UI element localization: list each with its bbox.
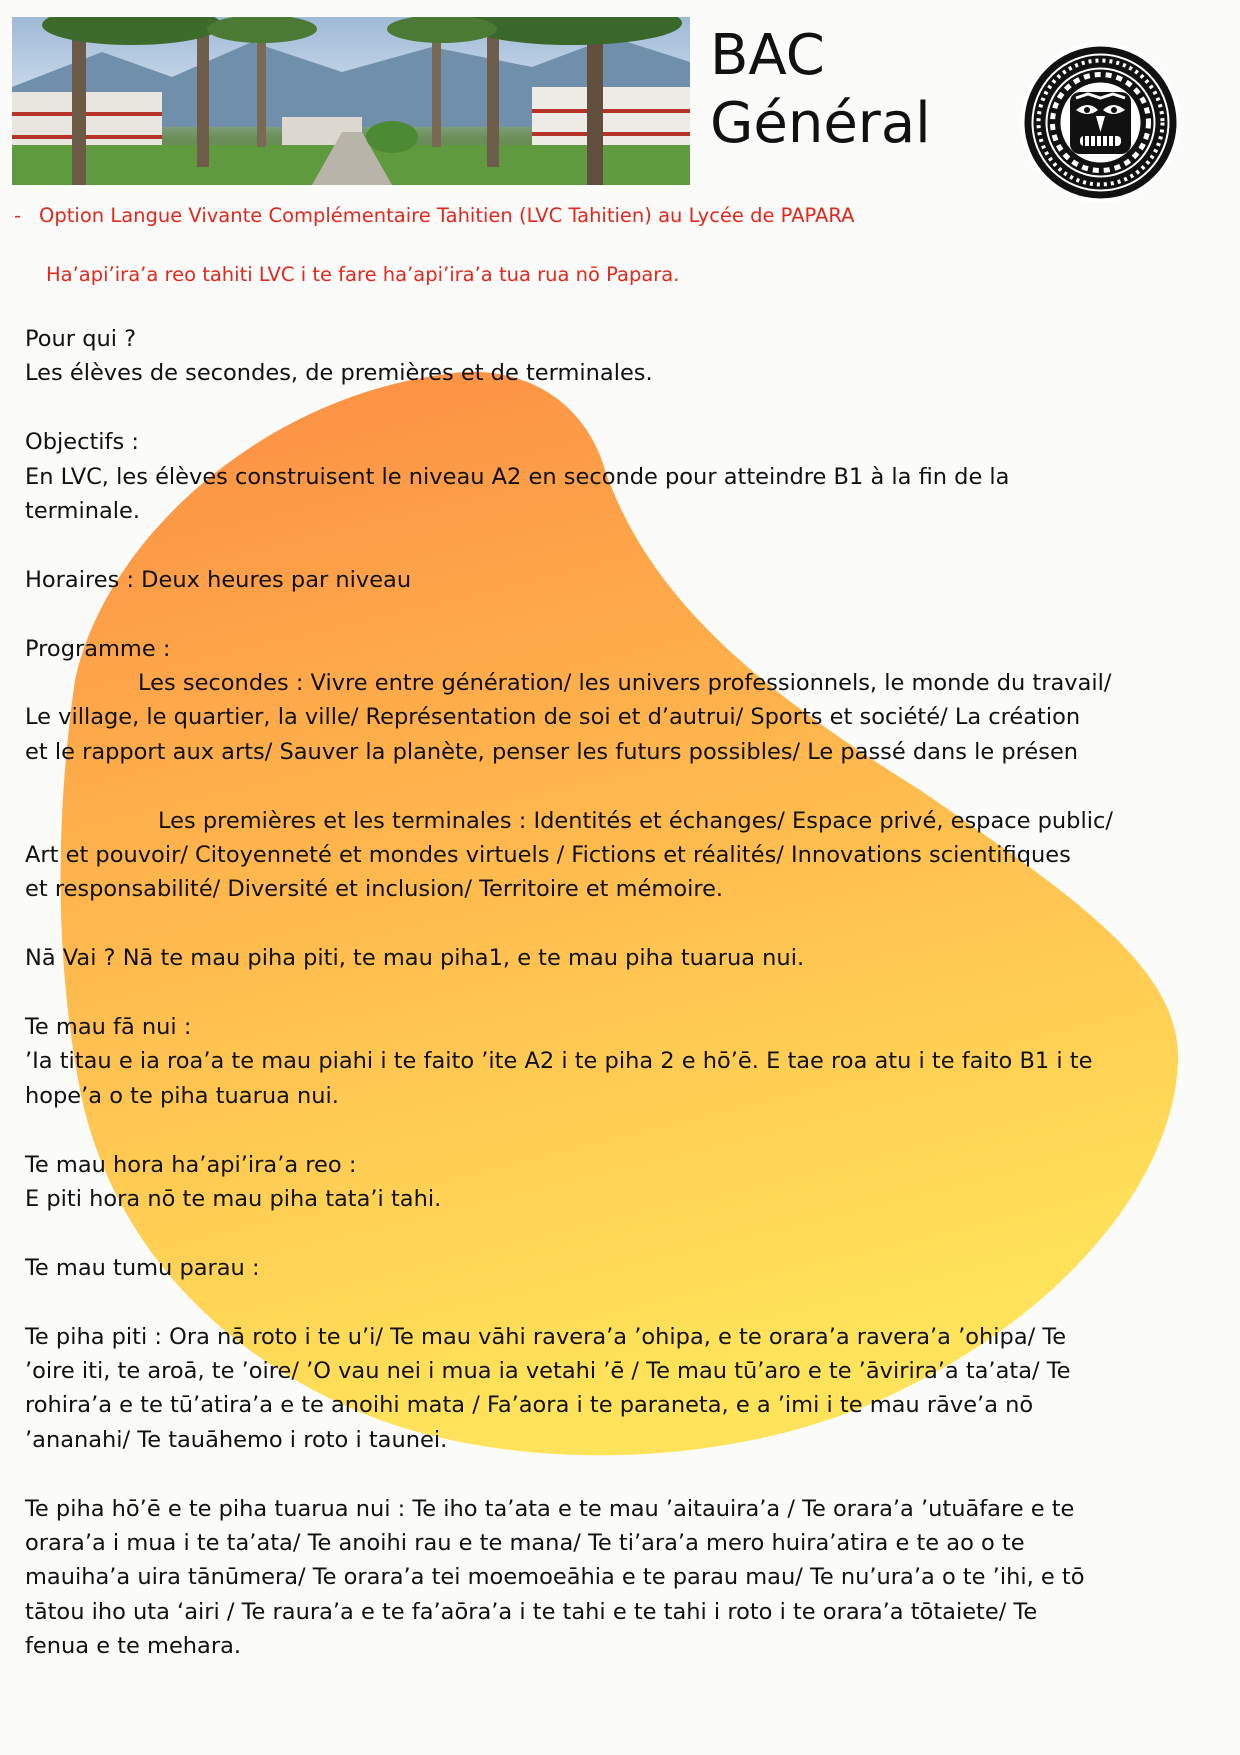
option-subtitle-tahitian: Ha’api’ira’a reo tahiti LVC i te fare ha’api’ira’a tua rua nō Papara. <box>46 263 680 286</box>
programme-label: Programme : <box>25 635 171 662</box>
fa-nui-line: hope’a o te piha tuarua nui. <box>25 1082 339 1109</box>
subtitle-text-fr: Option Langue Vivante Complémentaire Tahitien (LVC Tahitien) au Lycée de PAPARA <box>39 204 855 227</box>
hora-label: Te mau hora ha’api’ira’a reo : <box>25 1151 357 1178</box>
objectifs-line: terminale. <box>25 498 140 525</box>
pour-qui-text: Les élèves de secondes, de premières et de terminales. <box>25 360 653 387</box>
school-courtyard-photo <box>12 17 690 185</box>
secondes-line: Les secondes : Vivre entre génération/ les univers professionnels, le monde du travail/ <box>138 670 1112 697</box>
piha-hoe-line: mauiha’a uira tānūmera/ Te orara’a tei moemoeāhia e te parau mau/ Te nu’ura’a o te ’ihi, e tō <box>25 1564 1085 1591</box>
piha-hoe-line: tātou iho uta ‘airi / Te raura’a e te fa’aōra’a i te tahi e te tahi i roto i te orara’a tōtaiete/ Te <box>25 1598 1038 1625</box>
piha-piti-line: Te piha piti : Ora nā roto i te u’i/ Te mau vāhi ravera’a ’ohipa, e te orara’a ravera’a ’ohipa/ Te <box>25 1323 1067 1350</box>
tiki-sun-logo-icon <box>1018 40 1183 205</box>
secondes-line: Le village, le quartier, la ville/ Représentation de soi et d’autrui/ Sports et société/ La création <box>25 704 1081 731</box>
piha-piti-line: ’oire iti, te aroā, te ’oire/ ’O vau nei i mua ia vetahi ’ē / Te mau tū’aro e te ’āvirira’a ta’ata/ Te <box>25 1358 1071 1385</box>
objectifs-label: Objectifs : <box>25 429 139 456</box>
horaires-text: Horaires : Deux heures par niveau <box>25 566 412 593</box>
hora-text: E piti hora nō te mau piha tata’i tahi. <box>25 1186 442 1213</box>
document-body <box>25 322 1225 1664</box>
na-vai-text: Nā Vai ? Nā te mau piha piti, te mau piha1, e te mau piha tuarua nui. <box>25 945 805 972</box>
title-line-bac: BAC <box>710 23 825 88</box>
piha-piti-line: ’ananahi/ Te tauāhemo i roto i taunei. <box>25 1426 448 1453</box>
fa-nui-line: ’Ia titau e ia roa’a te mau piahi i te faito ’ite A2 i te piha 2 e hō’ē. E tae roa atu i te faito B1 i te <box>25 1048 1093 1075</box>
objectifs-line: En LVC, les élèves construisent le niveau A2 en seconde pour atteindre B1 à la fin de la <box>25 463 1010 490</box>
page-title <box>710 22 931 158</box>
premieres-line: et responsabilité/ Diversité et inclusion/ Territoire et mémoire. <box>25 876 724 903</box>
subtitle-dash: - <box>14 204 22 227</box>
piha-piti-line: rohira’a e te tū’atira’a e te anoihi mata / Fa’aora i te paraneta, e a ’imi i te mau rāve’a nō <box>25 1392 1034 1419</box>
premieres-line: Les premières et les terminales : Identités et échanges/ Espace privé, espace public/ <box>158 807 1113 834</box>
secondes-line: et le rapport aux arts/ Sauver la planète, penser les futurs possibles/ Le passé dans le présen <box>25 738 1079 765</box>
fa-nui-label: Te mau fā nui : <box>25 1014 192 1041</box>
pour-qui-label: Pour qui ? <box>25 326 137 352</box>
tumu-parau-label: Te mau tumu parau : <box>25 1254 260 1281</box>
piha-hoe-line: orara’a i mua i te ta’ata/ Te anoihi rau e te mana/ Te ti’ara’a mero huira’atira e te ao o te <box>25 1530 1025 1557</box>
title-line-general: Général <box>710 91 931 156</box>
option-subtitle-fr <box>14 204 855 227</box>
premieres-line: Art et pouvoir/ Citoyenneté et mondes virtuels / Fictions et réalités/ Innovations scientifiques <box>25 842 1071 869</box>
piha-hoe-line: Te piha hō’ē e te piha tuarua nui : Te iho ta’ata e te mau ’aitauira’a / Te orara’a ’utuāfare e te <box>25 1495 1075 1522</box>
piha-hoe-line: fenua e te mehara. <box>25 1633 242 1660</box>
